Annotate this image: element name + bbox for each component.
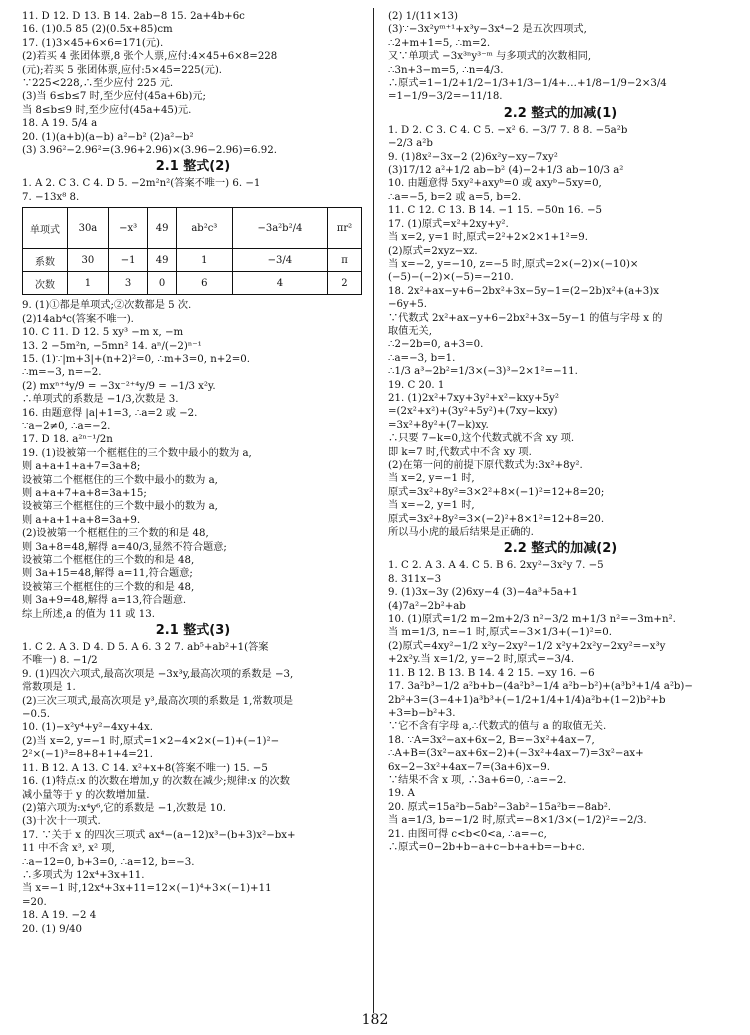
right-column [388,10,733,854]
answer-line: 2b²+3=(3−4+1)a³b³+(−1/2+1/4+1/4)a²b+(1−2)b²+b [388,694,666,706]
answer-line: 11 中不含 x³, x² 项, [22,843,115,855]
answer-line: 11. B 12. A 13. C 14. x²+x+8(答案不唯一) 15. −5 [22,762,268,774]
table-cell: −1 [108,249,147,272]
answer-line: =3x²+8y²+(7−k)xy. [388,419,489,431]
answer-line: 1. A 2. C 3. C 4. D 5. −2m²n²(答案不唯一) 6. −1 [22,178,261,190]
answer-line: 则 a+a+1+a+7=3a+8; [22,461,141,473]
answer-line: 当 x=−2, y=−10, z=−5 时,原式=2×(−2)×(−10)× [388,258,639,270]
answers-2-2-part1 [388,124,733,540]
answer-line: (2)原式=2xyz−xz. [388,245,478,257]
answer-line: =(2x²+x²)+(3y²+5y²)+(7xy−kxy) [388,406,558,418]
table-cell: 次数 [23,272,68,295]
answer-line: 则 a+a+1+a+8=3a+9. [22,514,141,526]
answer-line: 13. 2 −5m²n, −5mn² 14. aⁿ/(−2)ⁿ⁻¹ [22,340,202,352]
answer-line: (2)若买 4 张团体票,8 张个人票,应付:4×45+6×8=228 [22,51,278,63]
table-cell: 30 [68,249,109,272]
answer-line: 10. (1)−x²y⁴+y²−4xy+4x. [22,722,153,734]
answer-line: 当 8≤b≤9 时,至少应付(45a+45)元. [22,104,192,116]
answer-line: ∵a−2≠0, ∴a=−2. [22,420,111,432]
answer-line: 当 x=−1 时,12x⁴+3x+11=12×(−1)⁴+3×(−1)+11 [22,883,272,895]
answer-line: (元);若买 5 张团体票,应付:5×45=225(元). [22,64,223,76]
answer-line: 10. (1)原式=1/2 m−2m+2/3 n²−3/2 m+1/3 n²=−3m+n². [388,614,676,626]
monomial-table-header-row [23,208,362,249]
section-heading-2-2-part2: 2.2 整式的加减(2) [503,541,618,557]
answer-line: 取值无关, [388,325,432,337]
answer-line: 常数项是 1. [22,682,76,694]
table-cell: 系数 [23,249,68,272]
answer-line: (2)14ab⁴c(答案不唯一). [22,313,134,325]
answer-line: ∵225<228,∴至少应付 225 元. [22,78,174,90]
answer-line: 设被第二个框框住的三个数的和是 48, [22,555,195,566]
answer-line: ∴2−2b=0, a+3=0. [388,339,484,351]
column-divider [373,8,374,1013]
answer-line: ∴1/3 a³−2b²=1/3×(−3)³−2×1²=−11. [388,366,578,378]
answers-2-1-part2-a [22,177,364,204]
answer-line: 则 a+a+7+a+8=3a+15; [22,487,147,499]
answer-line: 15. (1)∵|m+3|+(n+2)²=0, ∴m+3=0, n+2=0. [22,353,251,365]
answer-line: ∴2+m+1=5, ∴m=2. [388,37,491,49]
answer-line: 设被第三个框框住的三个数中最小的数为 a, [22,501,218,513]
answer-line: =1−1/9−3/2=−11/18. [388,91,503,103]
page-number: 182 [361,1012,389,1028]
answer-line: 原式=3x²+8y²=3×(−2)²+8×1²=12+8=20. [388,513,605,525]
answer-line: 18. A 19. 5/4 a [22,118,98,130]
answer-line: (2) mxⁿ⁺⁴y/9 = −3x⁻²⁺⁴y/9 = −1/3 x²y. [22,380,216,392]
answer-line: 当 a=1/3, b=−1/2 时,原式=−8×1/3×(−1/2)²=−2/3. [388,815,647,827]
answer-line: 17. ∵关于 x 的四次三项式 ax⁴−(a−12)x³−(b+3)x²−bx+ [22,829,296,841]
answer-line: ∵结果不含 x 项, ∴3a+6=0, ∴a=−2. [388,774,567,786]
answer-line: 16. 由题意得 |a|+1=3, ∴a=2 或 −2. [22,407,198,419]
answers-2-1-part2-b [22,299,364,621]
answer-line: 又∵单项式 −3x³ⁿy³⁻ᵐ 与多项式的次数相同, [388,51,592,63]
answer-line: −0.5. [22,709,50,721]
answer-line: 9. (1)8x²−3x−2 (2)6x²y−xy−7xy² [388,151,558,163]
answer-line: −2/3 a²b [388,138,433,150]
table-cell: 1 [176,249,232,272]
answer-line: 8. 311x−3 [388,573,442,585]
answer-line: ∴单项式的系数是 −1/3,次数是 3. [22,394,179,406]
left-column [22,10,364,936]
answer-line: 综上所述,a 的值为 11 或 13. [22,608,155,620]
answer-line: 11. D 12. D 13. B 14. 2ab−8 15. 2a+4b+6c [22,11,245,22]
table-cell: 2 [327,272,361,295]
answer-line: 16. (1)0.5 85 (2)(0.5x+85)cm [22,24,173,36]
answers-2-1-part3 [22,641,364,936]
answer-line: 不唯一) 8. −1/2 [22,655,98,667]
answer-line: 20. (1)(a+b)(a−b) a²−b² (2)a²−b² [22,131,194,143]
answer-line: 17. (1)原式=x²+2xy+y². [388,218,509,230]
answer-line: 9. (1)四次六项式,最高次项是 −3x³y,最高次项的系数是 −3, [22,668,294,680]
table-cell: −3/4 [232,249,327,272]
answer-line: 当 x=2, y=−1 时, [388,473,475,485]
answer-line: 设被第三个框框住的三个数的和是 48, [22,581,195,593]
answer-line: (3)十次十一项式. [22,816,101,828]
answer-line: ∴a−12=0, b+3=0, ∴a=12, b=−3. [22,856,195,868]
answer-line: 18. ∵A=3x²−ax+6x−2, B=−3x²+4ax−7, [388,734,595,746]
answer-line: =20. [22,896,47,908]
table-cell: −3a²b²/4 [232,208,327,249]
answer-line: 20. (1) 9/40 [22,923,82,935]
table-cell: 49 [148,249,177,272]
answer-line: +2x²y.当 x=1/2, y=−2 时,原式=−3/4. [388,654,575,666]
answer-line: 16. (1)特点:x 的次数在增加,y 的次数在减少;规律:x 的次数 [22,776,290,788]
answer-line: 当 x=2, y=1 时,原式=2²+2×2×1+1²=9. [388,232,588,244]
answer-line: ∴a=−5, b=2 或 a=5, b=2. [388,191,522,203]
answer-line: 即 k=7 时,代数式中不含 xy 项. [388,446,532,458]
answer-line: (2)当 x=2, y=−1 时,原式=1×2−4×2×(−1)+(−1)²− [22,735,280,747]
answer-line: ∴a=−3, b=1. [388,352,456,364]
answer-line: 19. (1)设被第一个框框住的三个数中最小的数为 a, [22,447,252,459]
answer-line: 17. (1)3×45+6×6=171(元). [22,37,164,49]
answer-line: (3)17/12 a²+1/2 ab−b² (4)−2+1/3 ab−10/3 a² [388,165,624,177]
answers-2-1-part3-tail [388,10,733,104]
answer-line: ∴m=−3, n=−2. [22,367,102,379]
answer-line: 11. B 12. B 13. B 14. 4 2 15. −xy 16. −6 [388,667,595,679]
table-cell: π [327,249,361,272]
answer-line: ∴A+B=(3x²−ax+6x−2)+(−3x²+4ax−7)=3x²−ax+ [388,748,644,760]
answer-line: ∵代数式 2x²+ax−y+6−2bx²+3x−5y−1 的值与字母 x 的 [388,312,663,324]
table-cell: 4 [232,272,327,295]
answer-line: 19. C 20. 1 [388,379,445,391]
answer-line: (4)7a²−2b²+ab [388,600,466,612]
answer-line: 21. 由图可得 c<b<0<a, ∴a=−c, [388,828,547,840]
answer-line: 9. (1)3x−3y (2)6xy−4 (3)−4a³+5a+1 [388,587,579,599]
answer-line: 11. C 12. C 13. B 14. −1 15. −50n 16. −5 [388,205,603,217]
table-cell: 1 [68,272,109,295]
answer-line: (−5)−(−2)×(−5)=−210. [388,272,514,284]
answer-line: ∴原式=1−1/2+1/2−1/3+1/3−1/4+…+1/8−1/9−2×3/4 [388,78,667,90]
answer-line: (2)设被第一个框框住的三个数的和是 48, [22,528,209,540]
answer-line: ∴多项式为 12x⁴+3x+11. [22,869,145,881]
answer-line: (2) 1/(11×13) [388,11,458,22]
answer-line: 10. 由题意得 5xy²+axyᵇ=0 或 axyᵇ−5xy=0, [388,178,602,190]
answer-line: 当 m=1/3, n=−1 时,原式=−3×1/3+(−1)²=0. [388,627,612,639]
answer-line: 7. −13x⁸ 8. [22,191,80,203]
answers-2-1-part1-tail [22,10,364,157]
table-cell: ab²c³ [176,208,232,249]
table-cell: −x³ [108,208,147,249]
answer-line: ∵它不含有字母 a,∴代数式的值与 a 的取值无关. [388,721,607,733]
monomial-table-degree-row [23,272,362,295]
answer-line: 17. 3a²b³−1/2 a²b+b−(4a²b³−1/4 a²b−b²)+(a³b³+1/4 a²b)− [388,681,693,693]
answer-line: 原式=3x²+8y²=3×2²+8×(−1)²=12+8=20; [388,486,605,498]
answer-line: (2)在第一问的前提下原代数式为:3x²+8y². [388,460,583,471]
table-cell: 单项式 [23,208,68,249]
answer-line: (2)第六项为:x⁴y⁶,它的系数是 −1,次数是 10. [22,802,226,814]
answer-line: (3)∵−3x²yᵐ⁺¹+x³y−3x⁴−2 是五次四项式, [388,24,587,36]
section-heading-2-1-part2: 2.1 整式(2) [155,159,231,175]
table-cell: 30a [68,208,109,249]
answer-line: 则 3a+8=48,解得 a=40/3,显然不符合题意; [22,541,227,553]
answer-line: 18. 2x²+ax−y+6−2bx²+3x−5y−1=(2−2b)x²+(a+3)x [388,285,659,297]
answer-line: (3)当 6≤b≤7 时,至少应付(45a+6b)元; [22,91,206,103]
answer-line: 当 x=−2, y=1 时, [388,500,475,512]
answer-line: +3=b−b²+3. [388,707,456,719]
section-heading-2-2-part1: 2.2 整式的加减(1) [503,105,618,121]
answer-line: 所以马小虎的最后结果是正确的. [388,527,534,539]
answer-line: 20. 原式=15a²b−5ab²−3ab²−15a²b=−8ab². [388,801,612,813]
answer-line: 减小量等于 y 的次数增加量. [22,789,150,801]
answer-line: ∴3n+3−m=5, ∴n=4/3. [388,64,504,76]
answer-line: 21. (1)2x²+7xy+3y²+x²−kxy+5y² [388,392,559,404]
answer-line: ∴只要 7−k=0,这个代数式就不含 xy 项. [388,433,575,445]
section-heading-2-1-part3: 2.1 整式(3) [155,623,231,639]
answer-line: 1. C 2. A 3. A 4. C 5. B 6. 2xy²−3x²y 7. −5 [388,560,604,572]
answer-line: 17. D 18. a²ⁿ⁻¹/2n [22,434,113,446]
answer-line: 1. C 2. A 3. D 4. D 5. A 6. 3 2 7. ab⁵+ab²+1(答案 [22,642,269,654]
answer-line: (2)三次三项式,最高次项是 y³,最高次项的系数是 1,常数项是 [22,695,294,707]
answer-line: (3) 3.96²−2.96²=(3.96+2.96)×(3.96−2.96)=6.92. [22,145,277,157]
answer-line: 则 3a+9=48,解得 a=13,符合题意. [22,595,187,607]
answer-line: −6y+5. [388,299,428,311]
answer-line: (2)原式=4xy²−1/2 x²y−2xy²−1/2 x²y+2x²y−2xy²=−x³y [388,640,666,652]
table-cell: 0 [148,272,177,295]
monomial-table [22,207,362,295]
answers-2-2-part2 [388,559,733,854]
answer-line: 9. (1)①都是单项式;②次数都是 5 次. [22,300,192,312]
table-cell: 49 [148,208,177,249]
answer-line: 设被第二个框框住的三个数中最小的数为 a, [22,474,218,486]
table-cell: πr² [327,208,361,249]
answer-line: 19. A [388,788,415,800]
monomial-table-coefficient-row [23,249,362,272]
answer-line: 10. C 11. D 12. 5 xy³ −m x, −m [22,327,184,339]
answer-line: 1. D 2. C 3. C 4. C 5. −x² 6. −3/7 7. 8 8. −5a²b [388,124,628,136]
answer-line: 18. A 19. −2 4 [22,910,97,922]
answer-line: 6x−2−3x²+4ax−7=(3a+6)x−9. [388,761,551,773]
answer-line: 2²×(−1)³=8+8+1+4=21. [22,749,153,761]
answer-line: 则 3a+15=48,解得 a=11,符合题意; [22,568,193,580]
answer-line: ∴原式=0−2b+b−a+c−b+a+b=−b+c. [388,841,585,853]
table-cell: 6 [176,272,232,295]
table-cell: 3 [108,272,147,295]
